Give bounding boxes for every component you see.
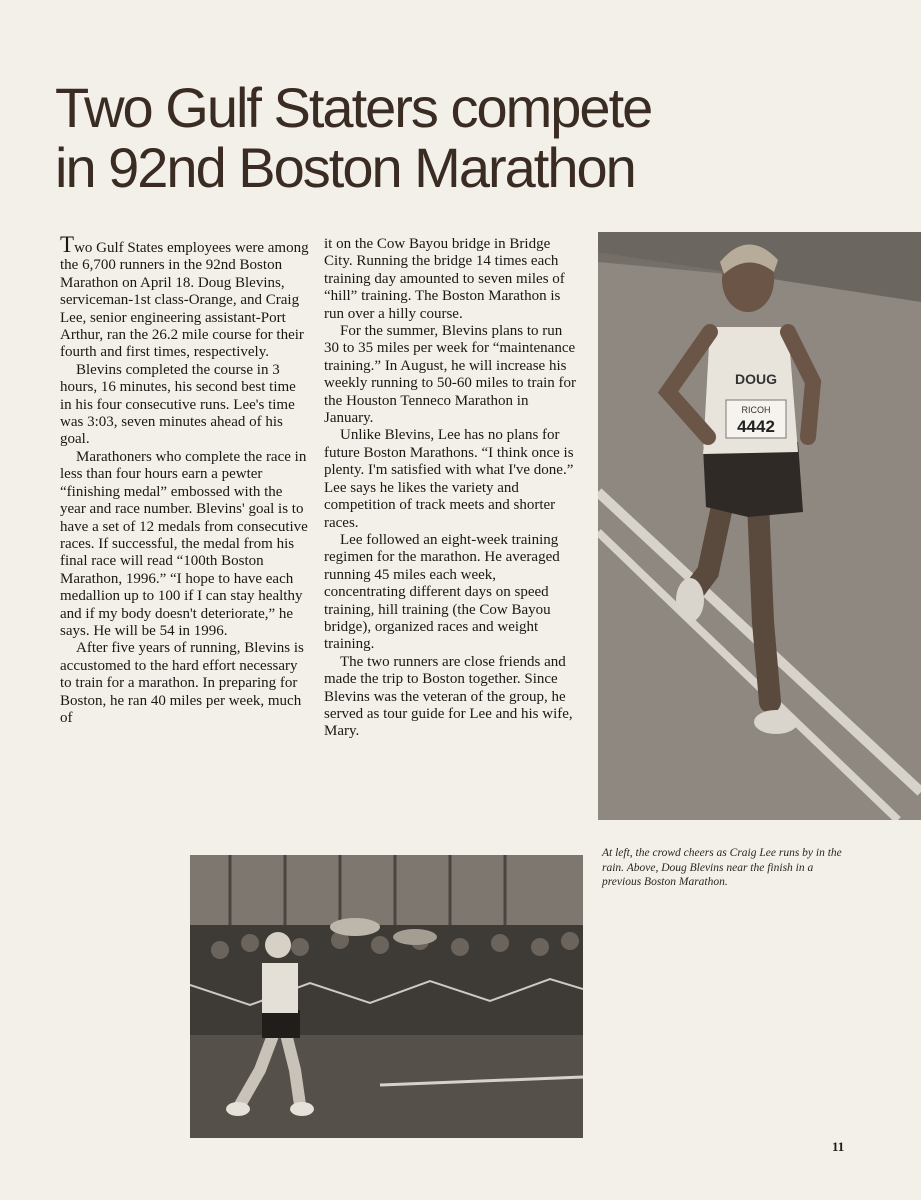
paragraph: The two runners are close friends and made the trip to Boston together. Since Blevins was the veteran of the group, he served as tour guide for Lee and his wife, Mary.	[324, 653, 573, 740]
drop-cap: T	[60, 232, 75, 257]
photo-craig-lee	[190, 855, 583, 1138]
paragraph: Blevins completed the course in 3 hours, 16 minutes, his second best time in his four consecutive runs. Lee's time was 3:03, seven minutes ahead of his goal.	[60, 361, 296, 448]
photo-caption: At left, the crowd cheers as Craig Lee runs by in the rain. Above, Doug Blevins near the finish in a previous Boston Marathon.	[602, 847, 842, 888]
bib-number-text: 4442	[737, 417, 775, 436]
photo-doug-blevins	[598, 232, 921, 820]
paragraph: Marathoners who complete the race in less than four hours earn a pewter “finishing medal” embossed with the year and race number. Blevins' goal is to have a set of 12 medals from consecutive races. If successful, the medal from his final race will read “100th Boston Marathon, 1996.” “I hope to have each medallion up to 100 if I can stay healthy and if my body doesn't deteriorate,” he says. He will be 54 in 1996.	[60, 448, 308, 639]
singlet-name-text: DOUG	[735, 371, 777, 387]
paragraph: it on the Cow Bayou bridge in Bridge City. Running the bridge 14 times each training day amounted to seven miles of “hill” training. The Boston Marathon is run over a hilly course.	[324, 236, 565, 322]
article-column-2	[324, 236, 579, 741]
runner-illustration	[598, 232, 921, 820]
crowd-illustration	[190, 855, 583, 1138]
headline	[55, 78, 775, 198]
paragraph: For the summer, Blevins plans to run 30 to 35 miles per week for “maintenance training.” In August, he will increase his weekly running to 50-60 miles to train for the Houston Tenneco Marathon in January.	[324, 323, 577, 427]
paragraph: Two Gulf States employees were among the 6,700 runners in the 92nd Boston Marathon on April 18. Doug Blevins, serviceman-1st class-Orange, and Craig Lee, senior engineering assistant-Port Arthur, ran the 26.2 mile course for their fourth and first times, respectively.	[60, 232, 309, 361]
bib-sponsor-text: RICOH	[741, 405, 771, 415]
page-number: 11	[832, 1139, 845, 1154]
paragraph: After five years of running, Blevins is accustomed to the hard effort necessary to train for a marathon. In preparing for Boston, he ran 40 miles per week, much of	[60, 640, 304, 726]
headline-line-2: in 92nd Boston Marathon	[55, 136, 635, 199]
headline-line-1: Two Gulf Staters compete	[55, 76, 652, 139]
paragraph: Unlike Blevins, Lee has no plans for future Boston Marathons. “I think once is plenty. I'm satisfied with what I've done.” Lee says he likes the variety and competition of track meets and shorter races.	[324, 427, 574, 531]
paragraph: Lee followed an eight-week training regimen for the marathon. He averaged running 45 miles each week, concentrating different days on speed training, hill training (the Cow Bayou bridge), organized races and weight training.	[324, 531, 560, 653]
article-column-1	[60, 232, 310, 727]
